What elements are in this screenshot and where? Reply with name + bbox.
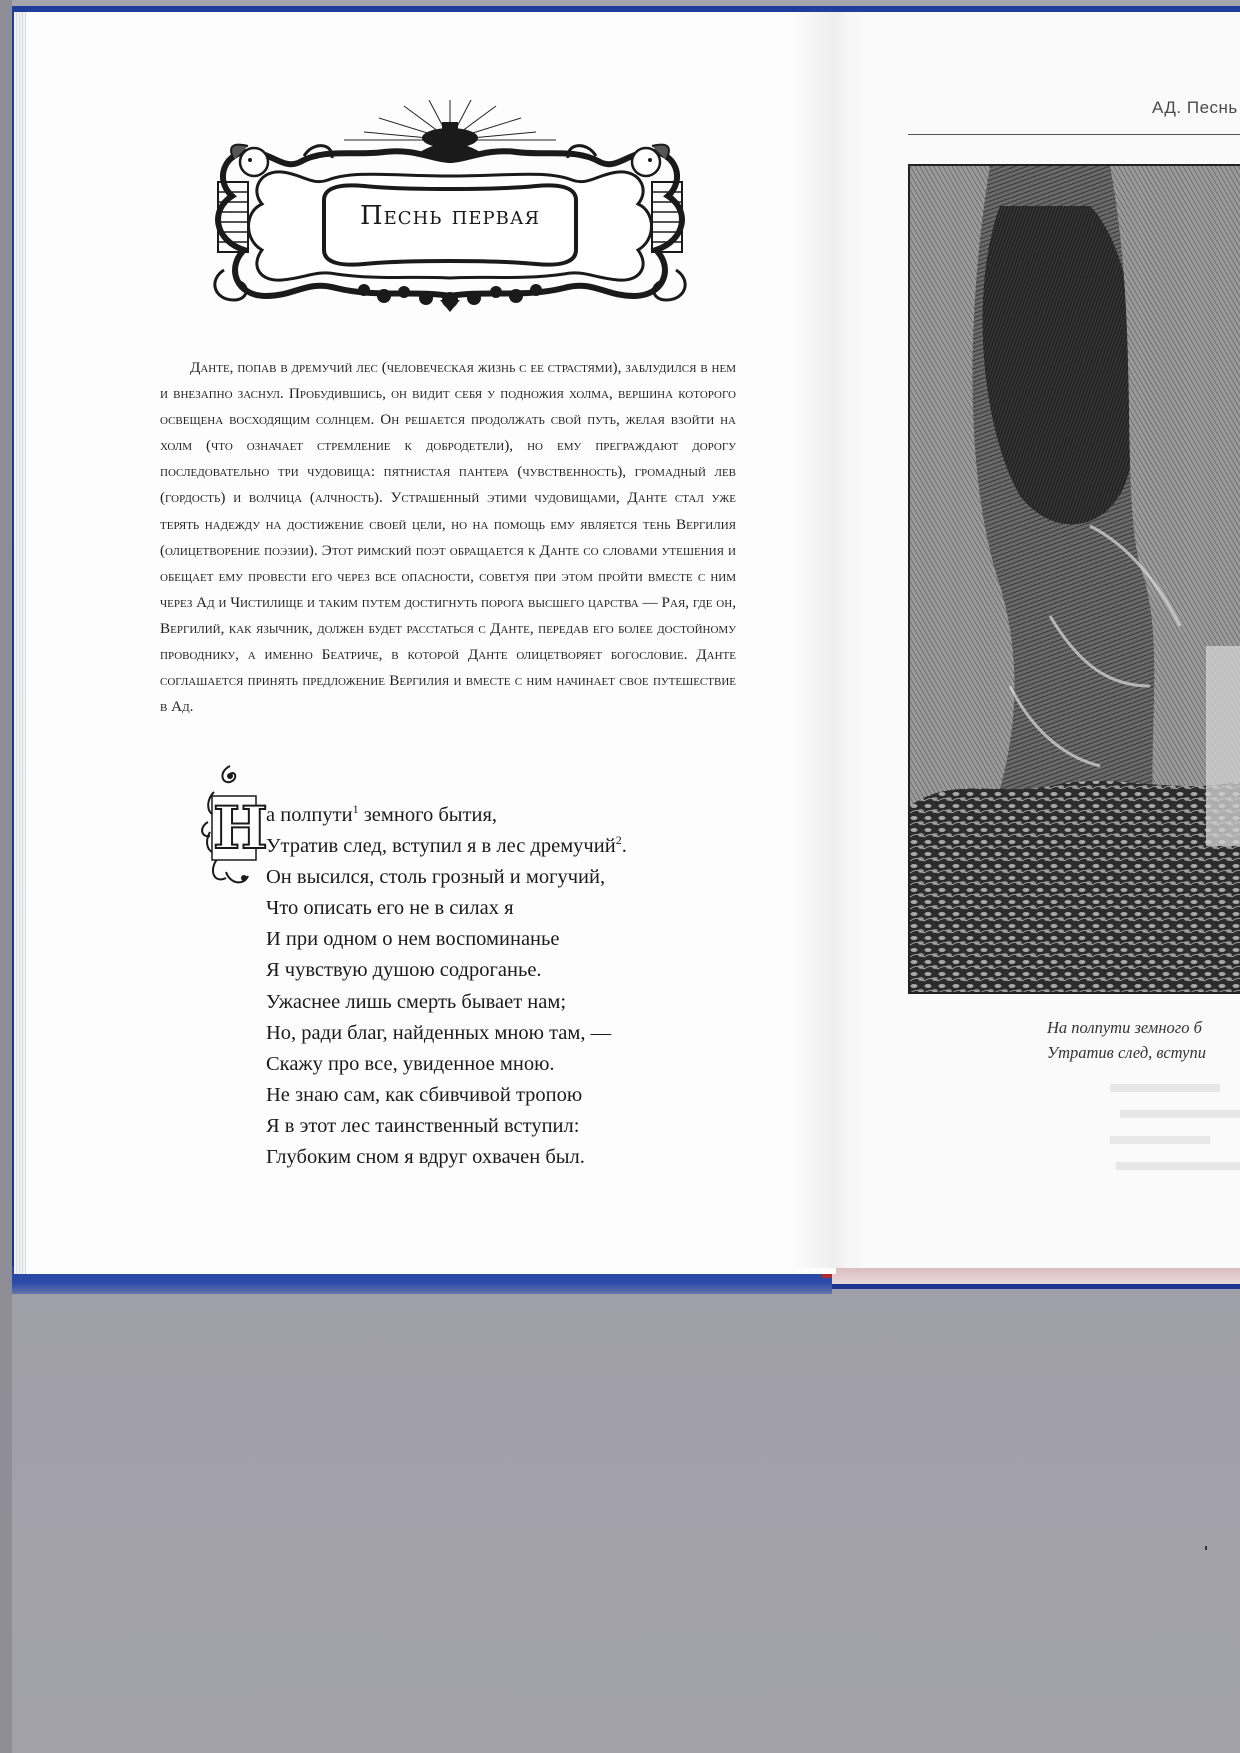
drop-cap-letter: Н [213, 794, 268, 862]
poem-line: Я в этот лес таинственный вступил: [266, 1114, 580, 1137]
caption-line: На полпути земного б [1047, 1018, 1202, 1037]
poem-line: Но, ради благ, найденных мною там, — [266, 1021, 612, 1044]
cover-edge-right [832, 1266, 1240, 1284]
cherub-left [231, 145, 268, 176]
poem-line: Скажу про все, увиденное мною. [266, 1052, 555, 1075]
poem-line: Он высился, столь грозный и могучий, [266, 866, 606, 889]
poem-line: Не знаю сам, как сбивчивой тропою [266, 1083, 583, 1106]
running-head: АД. Песнь [1152, 98, 1238, 117]
gutter-shadow [790, 12, 870, 1268]
poem-line: Что описать его не в силах я [266, 897, 514, 920]
footnote-ref[interactable]: 2 [615, 833, 622, 848]
poem-line [266, 800, 746, 831]
poem-line [266, 831, 746, 862]
chapter-title: Песнь первая [359, 201, 541, 231]
poem-line: Ужаснее лишь смерть бывает нам; [266, 990, 567, 1013]
flower-garland [358, 284, 542, 312]
header-rule [908, 134, 1240, 135]
cherub-right [632, 145, 669, 176]
scanner-edge [0, 0, 12, 1753]
poem-line: Я чувствую душою содроганье. [266, 959, 542, 982]
poem-line-text: . [621, 835, 627, 858]
poem-line: И при одном о нем воспоминанье [266, 928, 560, 951]
engraving-caption [1047, 1015, 1240, 1065]
scanner-speck [1205, 1546, 1207, 1550]
poem-line: Глубоким сном я вдруг охвачен был. [266, 1146, 585, 1169]
forest-engraving [908, 164, 1240, 994]
poem-line-text: а полпути [266, 804, 353, 826]
caption-line: Утратив след, вступи [1047, 1043, 1207, 1062]
show-through-text [1110, 1080, 1240, 1180]
poem-line-text: земного бытия, [358, 804, 498, 826]
poem-line-text: Утратив след, вступил я в лес дремучий [266, 835, 616, 858]
poem [266, 800, 746, 1173]
chapter-summary: Данте, попав в дремучий лес (человеческая жизнь с ее страстями), заблудился в нем и внезапно заснул. Пробудившись, он видит себя у подножия холма, вершина которого освещена восходящим солнцем. Он решается продолжать свой путь, желая взойти на холм (что означает стремление к добродетели), но ему преграждают дорогу последовательно три чудовища: пятнистая пантера (чувственность), громадный лев (гордость) и волчица (алчность). Устрашенный этими чудовищами, Данте стал уже терять надежду на достижение своей цели, но на помощь ему является тень Вергилия (олицетворение поэзии). Этот римский поэт обращается к Данте со словами утешения и обещает ему провести его через все опасности, советуя при этом пройти вместе с ним через Ад и Чистилище и таким путем достигнуть порога высшего царства — Рая, где он, Вергилий, как язычник, должен будет расстаться с Данте, передав его более достойному проводнику, а именно Беатриче, в которой Данте олицетворяет богословие. Данте соглашается принять предложение Вергилия и вместе с ним начинает свое путешествие в Ад. [160, 359, 736, 716]
footnote-ref[interactable]: 1 [352, 802, 359, 816]
